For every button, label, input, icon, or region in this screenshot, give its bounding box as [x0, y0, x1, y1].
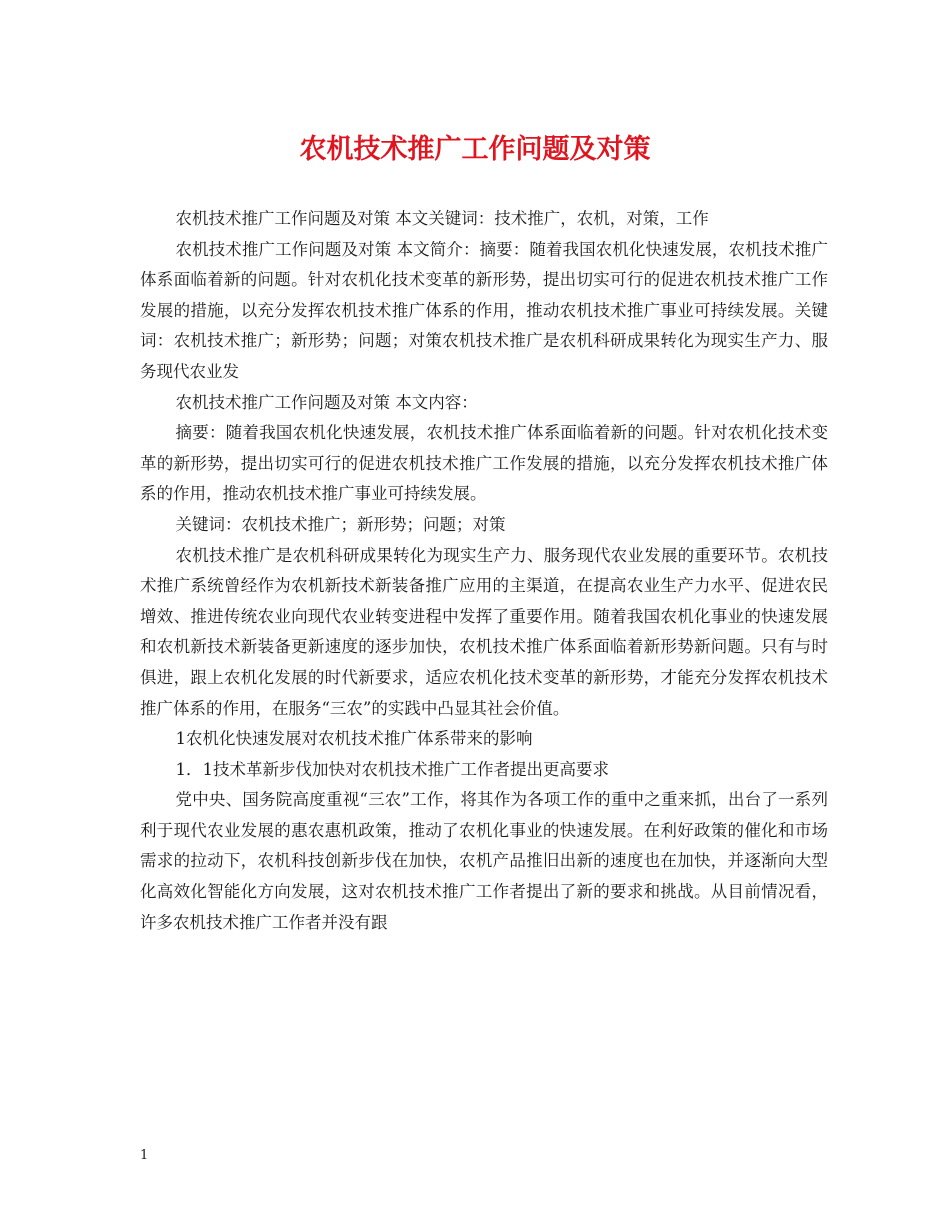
section-heading-1: 1农机化快速发展对农机技术推广体系带来的影响 [175, 729, 533, 749]
document-title: 农机技术推广工作问题及对策 [299, 134, 651, 165]
section-heading-1-1: 1．1技术革新步伐加快对农机技术推广工作者提出更高要求 [175, 759, 609, 779]
document-body [140, 204, 828, 938]
paragraph-abstract: 摘要：随着我国农机化快速发展，农机技术推广体系面临着新的问题。针对农机化技术变革的新形势，提出切实可行的促进农机技术推广工作发展的措施，以充分发挥农机技术推广体系的作用，推动农机技术推广事业可持续发展。 [140, 423, 828, 504]
paragraph-keywords: 关键词：农机技术推广；新形势；问题；对策 [175, 514, 506, 534]
paragraph-intro: 农机技术推广是农机科研成果转化为现实生产力、服务现代农业发展的重要环节。农机技术推广系统曾经作为农机新技术新装备推广应用的主渠道，在提高农业生产力水平、促进农民增效、推进传统农业向现代农业转变进程中发挥了重要作用。随着我国农机化事业的快速发展和农机新技术新装备更新速度的逐步加快，农机技术推广体系面临着新形势新问题。只有与时俱进，跟上农机化发展的时代新要求，适应农机化技术变革的新形势，才能充分发挥农机技术推广体系的作用，在服务“三农”的实践中凸显其社会价值。 [140, 545, 828, 718]
paragraph-keywords-line: 农机技术推广工作问题及对策 本文关键词：技术推广，农机，对策，工作 [175, 209, 709, 228]
paragraph-section-1-1: 党中央、国务院高度重视“三农”工作，将其作为各项工作的重中之重来抓，出台了一系列利于现代农业发展的惠农惠机政策，推动了农机化事业的快速发展。在利好政策的催化和市场需求的拉动下，农机科技创新步伐在加快，农机产品推旧出新的速度也在加快，并逐渐向大型化高效化智能化方向发展，这对农机技术推广工作者提出了新的要求和挑战。从目前情况看，许多农机技术推广工作者并没有跟 [140, 790, 828, 932]
page-number: 1 [140, 1148, 149, 1163]
paragraph-summary: 农机技术推广工作问题及对策 本文简介：摘要：随着我国农机化快速发展，农机技术推广体系面临着新的问题。针对农机化技术变革的新形势，提出切实可行的促进农机技术推广工作发展的措施，以充分发挥农机技术推广体系的作用，推动农机技术推广事业可持续发展。关键词：农机技术推广；新形势；问题；对策农机技术推广是农机科研成果转化为现实生产力、服务现代农业发 [140, 239, 828, 381]
paragraph-content-label: 农机技术推广工作问题及对策 本文内容： [175, 392, 478, 412]
